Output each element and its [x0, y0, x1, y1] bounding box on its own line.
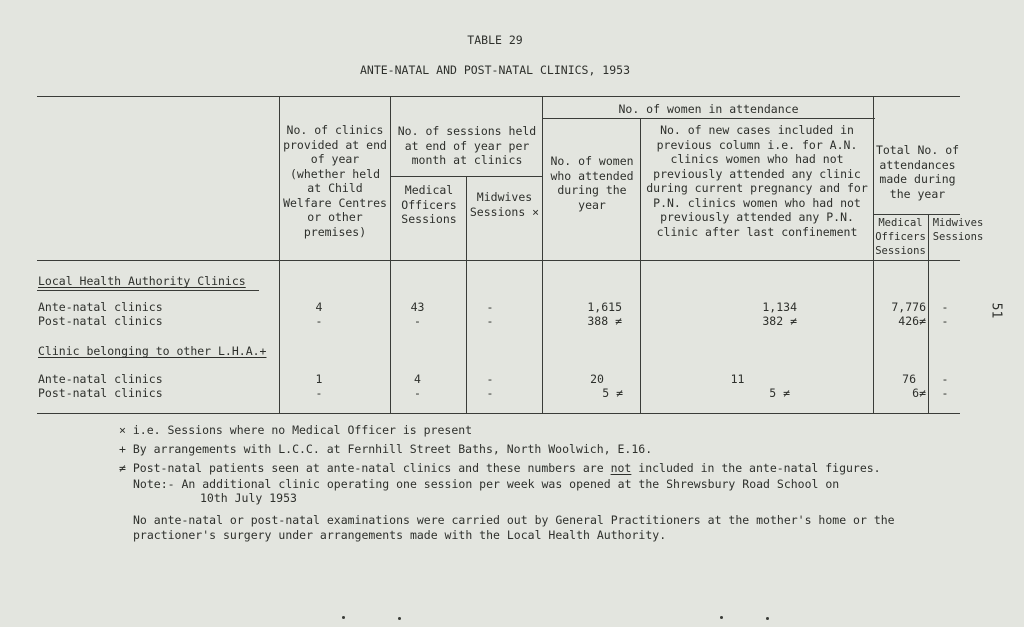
row-label: Ante-natal clinics [38, 300, 163, 314]
footnote-text: ≠ Post-natal patients seen at ante-natal clinics and these numbers are [119, 461, 611, 475]
header-new-cases: No. of new cases included in previous column i.e. for A.N. clinics women who had not previously attended any clinic during current pregnancy and for P.N. clinics women who had not previously attended any P.N. clinic after last confinement [646, 123, 868, 239]
col-divider [390, 96, 391, 413]
cell-clinics: 4 [315, 300, 323, 314]
cell-attended: 5 ≠ [602, 386, 623, 400]
cell-total-medical: 426≠ [898, 314, 926, 328]
footnote-note-line1: Note:- An additional clinic operating one session per week was opened at the Shrewsbury Road School on [133, 477, 840, 491]
cell-midwives: - [486, 300, 494, 314]
cell-attended: 388 ≠ [587, 314, 622, 328]
header-medical-sessions: Medical Officers Sessions [401, 183, 457, 226]
footnote-arrangements: + By arrangements with L.C.C. at Fernhill Street Baths, North Woolwich, E.16. [119, 442, 653, 456]
header-sessions-group: No. of sessions held at end of year per month at clinics [397, 124, 537, 167]
table-top-rule [37, 96, 960, 97]
cell-medical: - [414, 314, 421, 328]
cell-midwives: - [486, 386, 494, 400]
scan-speck [766, 617, 769, 620]
header-total-group: Total No. of attendances made during the year [875, 143, 960, 201]
cell-medical: - [414, 386, 421, 400]
footnote-practitioners: No ante-natal or post-natal examinations were carried out by General Practitioners at the mother's home or the practioner's surgery under arrangements made with the Local Health Authority. [133, 513, 895, 542]
header-clinics: No. of clinics provided at end of year (whether held at Child Welfare Centres or other premises) [283, 123, 387, 239]
scan-speck [398, 617, 401, 620]
footnote-underlined: not [610, 461, 632, 475]
section-heading: Local Health Authority Clinics [38, 274, 246, 288]
cell-new-cases: 1,134 [762, 300, 797, 314]
table-title: TABLE 29 [467, 33, 523, 47]
cell-total-medical: 7,776 [891, 300, 926, 314]
cell-total-midwives: - [941, 372, 949, 386]
total-group-rule [873, 214, 960, 215]
cell-midwives: - [486, 372, 494, 386]
scan-speck [720, 616, 723, 619]
header-midwives-sessions: Midwives Sessions × [469, 190, 540, 219]
cell-midwives: - [486, 314, 494, 328]
cell-new-cases: 11 [730, 372, 745, 386]
row-label: Post-natal clinics [38, 386, 163, 400]
cell-new-cases: 5 ≠ [769, 386, 790, 400]
footnote-post-natal [119, 461, 881, 475]
row-label: Post-natal clinics [38, 314, 163, 328]
footnote-sessions: × i.e. Sessions where no Medical Officer is present [119, 423, 473, 437]
scan-speck [342, 616, 345, 619]
page-number: 51 [988, 302, 1004, 319]
section-heading-rule [37, 290, 259, 291]
row-label: Ante-natal clinics [38, 372, 163, 386]
header-total-medical: Medical Officers Sessions [875, 217, 926, 257]
cell-new-cases: 382 ≠ [762, 314, 797, 328]
cell-total-medical: 76 [902, 372, 916, 386]
cell-total-midwives: - [941, 314, 949, 328]
cell-total-midwives: - [941, 386, 949, 400]
col-divider [542, 96, 543, 413]
header-women-attended: No. of women who attended during the year [550, 154, 634, 212]
table-bottom-rule [37, 413, 960, 414]
cell-clinics: 1 [315, 372, 323, 386]
col-divider [640, 118, 641, 413]
table-subtitle: ANTE-NATAL AND POST-NATAL CLINICS, 1953 [359, 63, 631, 77]
footnote-note-line2: 10th July 1953 [200, 491, 297, 505]
footnote-text: included in the ante-natal figures. [631, 461, 881, 475]
cell-total-midwives: - [941, 300, 949, 314]
cell-attended: 1,615 [587, 300, 622, 314]
cell-medical: 4 [414, 372, 421, 386]
header-attendance-group: No. of women in attendance [618, 102, 799, 116]
header-bottom-rule [37, 260, 960, 261]
col-divider [279, 96, 280, 413]
attendance-group-rule [542, 118, 875, 119]
cell-medical: 43 [410, 300, 425, 314]
cell-attended: 20 [590, 372, 604, 386]
header-total-midwives: Midwives Sessions [932, 217, 984, 243]
cell-total-medical: 6≠ [912, 386, 926, 400]
cell-clinics: - [315, 386, 323, 400]
cell-clinics: - [315, 314, 323, 328]
section-heading: Clinic belonging to other L.H.A.+ [38, 344, 267, 358]
